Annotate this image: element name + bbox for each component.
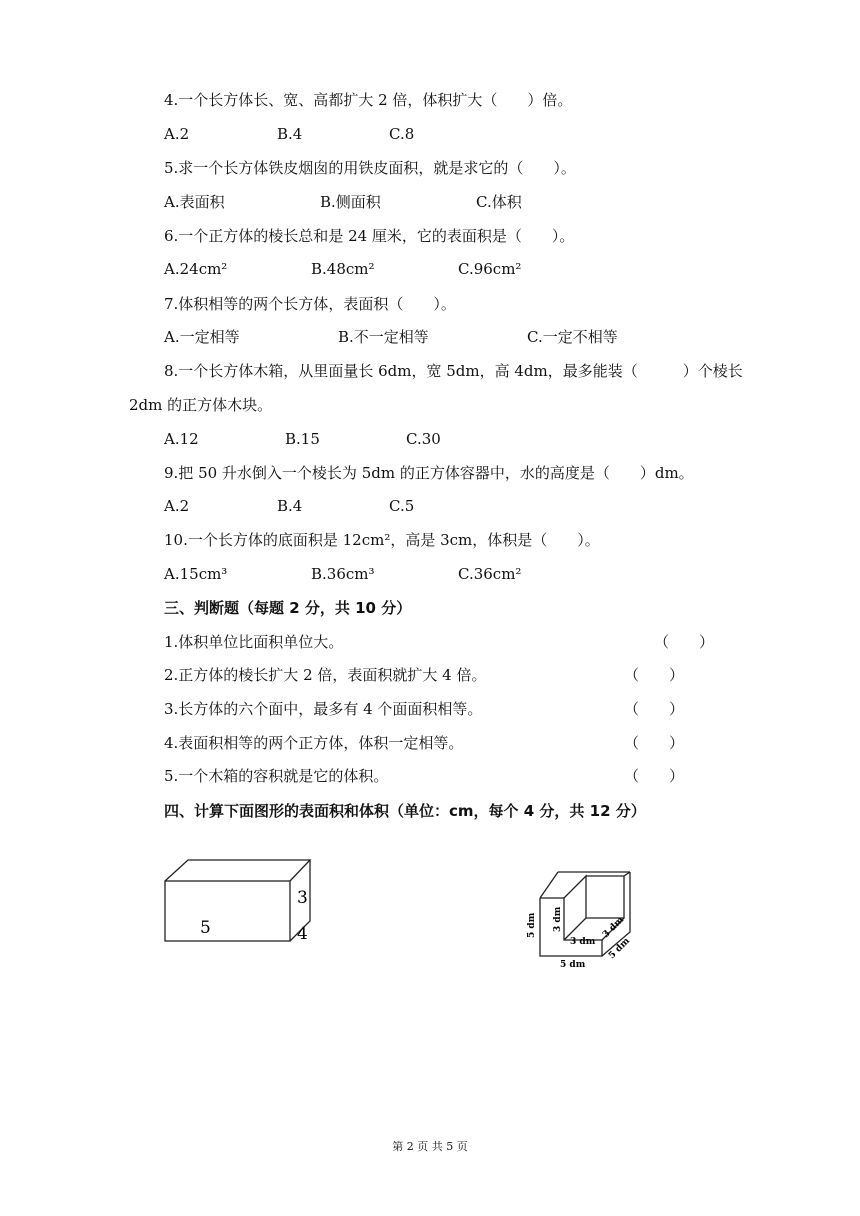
q10-option-c: C.36cm²: [458, 565, 522, 583]
judge-item-1: 1.体积单位比面积单位大。: [164, 633, 344, 651]
q10-option-a: A.15cm³: [164, 565, 228, 583]
outer-front-edges: [540, 898, 602, 956]
q5-option-c: C.体积: [476, 193, 522, 211]
page-footer: 第 2 页 共 5 页: [392, 1140, 468, 1153]
q9-option-a: A.2: [164, 497, 190, 515]
judge-item-5: 5.一个木箱的容积就是它的体积。: [164, 767, 389, 785]
q5-option-b: B.侧面积: [320, 193, 381, 211]
cuboid-height-label: 3: [297, 888, 308, 908]
cuboid-top-face: [165, 860, 310, 881]
inner-width-label: 3 dm: [570, 937, 596, 947]
judge-answer-2: （ ）: [624, 666, 685, 684]
q10-option-b: B.36cm³: [311, 565, 375, 583]
judge-answer-5: （ ）: [624, 767, 685, 785]
question-10: 10.一个长方体的底面积是 12cm²，高是 3cm，体积是（ ）。: [164, 531, 600, 549]
left-height-label: 5 dm: [527, 912, 537, 938]
cuboid-width-label: 4: [297, 924, 308, 944]
judge-answer-1: （ ）: [654, 633, 715, 651]
cuboid-front-face: [165, 881, 290, 941]
bottom-length-label: 5 dm: [560, 960, 586, 970]
q4-option-a: A.2: [164, 125, 190, 143]
notch-back-face: [586, 876, 624, 918]
question-8-continued: 2dm 的正方体木块。: [129, 396, 273, 414]
judge-item-2: 2.正方体的棱长扩大 2 倍，表面积就扩大 4 倍。: [164, 666, 487, 684]
notch-inner-edges: [564, 876, 586, 940]
inner-height-label: 3 dm: [553, 906, 563, 932]
q6-option-c: C.96cm²: [458, 260, 522, 278]
question-7: 7.体积相等的两个长方体，表面积（ ）。: [164, 295, 456, 313]
right-depth-label: 5 dm: [607, 936, 632, 962]
q7-option-c: C.一定不相等: [527, 328, 618, 346]
cuboid-figure: [160, 855, 320, 947]
top-left-edge: [540, 872, 558, 898]
judge-answer-3: （ ）: [624, 700, 685, 718]
question-9: 9.把 50 升水倒入一个棱长为 5dm 的正方体容器中，水的高度是（ ）dm。: [164, 464, 694, 482]
question-4: 4.一个长方体长、宽、高都扩大 2 倍，体积扩大（ ）倍。: [164, 91, 573, 109]
question-6: 6.一个正方体的棱长总和是 24 厘米，它的表面积是（ ）。: [164, 227, 575, 245]
q6-option-a: A.24cm²: [164, 260, 228, 278]
q5-option-a: A.表面积: [164, 193, 225, 211]
q7-option-a: A.一定相等: [164, 328, 240, 346]
section-3-title: 三、判断题（每题 2 分，共 10 分）: [164, 599, 412, 617]
q8-option-a: A.12: [164, 430, 199, 448]
section-4-title: 四、计算下面图形的表面积和体积（单位：cm，每个 4 分，共 12 分）: [164, 802, 646, 820]
judge-answer-4: （ ）: [624, 734, 685, 752]
judge-item-3: 3.长方体的六个面中，最多有 4 个面面积相等。: [164, 700, 483, 718]
q9-option-b: B.4: [277, 497, 303, 515]
judge-item-4: 4.表面积相等的两个正方体，体积一定相等。: [164, 734, 464, 752]
question-5: 5.求一个长方体铁皮烟囱的用铁皮面积，就是求它的（ ）。: [164, 159, 576, 177]
notched-cube-figure: [520, 860, 640, 972]
question-8: 8.一个长方体木箱，从里面量长 6dm，宽 5dm，高 4dm，最多能装（ ）个棱长: [164, 362, 743, 380]
q4-option-c: C.8: [389, 125, 415, 143]
q4-option-b: B.4: [277, 125, 303, 143]
q7-option-b: B.不一定相等: [338, 328, 429, 346]
q6-option-b: B.48cm²: [311, 260, 375, 278]
inner-depth-label: 3 dm: [601, 915, 626, 941]
q8-option-c: C.30: [406, 430, 441, 448]
q9-option-c: C.5: [389, 497, 415, 515]
q8-option-b: B.15: [285, 430, 320, 448]
cuboid-length-label: 5: [200, 918, 211, 938]
